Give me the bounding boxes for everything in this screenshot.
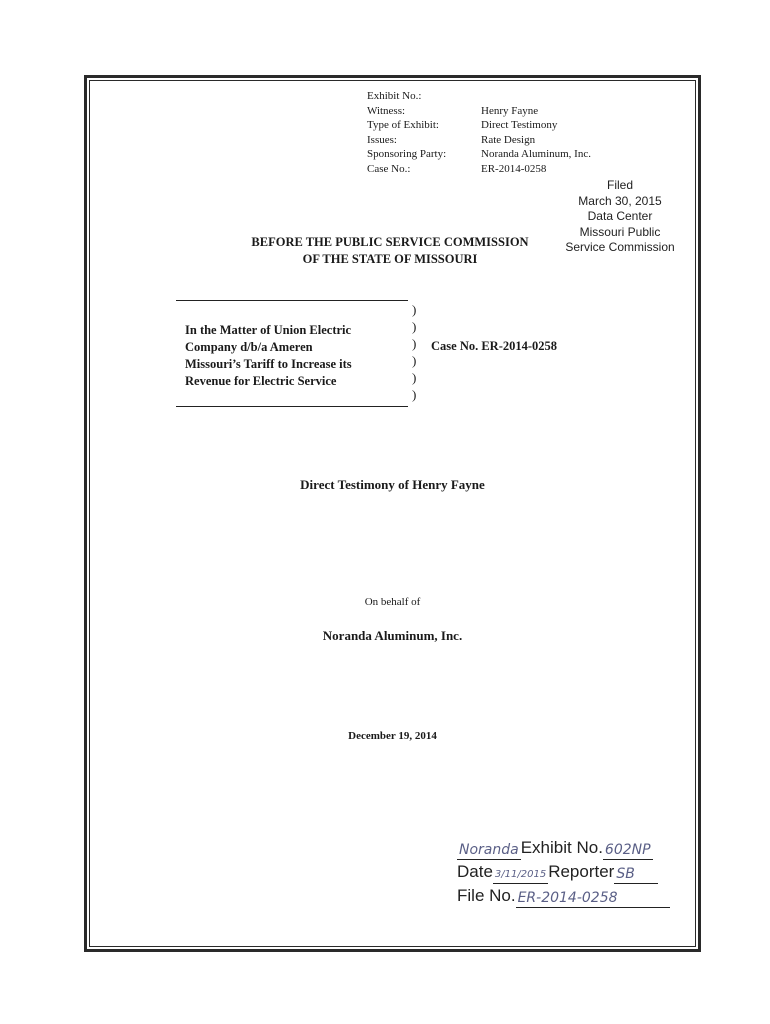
caption-parentheses — [412, 301, 416, 403]
company-name: Noranda Aluminum, Inc. — [322, 628, 463, 643]
metadata-value: Rate Design — [481, 133, 536, 146]
court-heading-line1: BEFORE THE PUBLIC SERVICE COMMISSION — [251, 235, 529, 249]
metadata-row — [367, 133, 591, 148]
paren: ) — [412, 353, 417, 368]
date-reporter-line — [457, 860, 683, 884]
metadata-value: Noranda Aluminum, Inc. — [481, 148, 591, 161]
court-heading-line2: OF THE STATE OF MISSOURI — [302, 252, 478, 266]
reporter-label: Reporter — [548, 862, 615, 881]
metadata-label: Witness: — [367, 104, 406, 117]
court-heading — [220, 234, 560, 268]
filed-stamp-line: Filed — [606, 178, 633, 192]
paren: ) — [412, 336, 417, 351]
metadata-row — [367, 162, 591, 177]
caption-matter — [185, 322, 415, 390]
filed-stamp — [555, 178, 685, 256]
caption-line: Revenue for Electric Service — [185, 374, 337, 388]
exhibit-label: Exhibit No. — [520, 838, 603, 857]
handwritten-exhibit-number: 602NP — [604, 842, 651, 858]
metadata-label: Exhibit No.: — [367, 90, 422, 102]
metadata-row — [367, 118, 591, 133]
metadata-label: Type of Exhibit: — [367, 119, 439, 132]
filed-stamp-line: March 30, 2015 — [578, 193, 662, 208]
handwritten-file-number: ER-2014-0258 — [516, 890, 670, 908]
caption-top-rule — [176, 300, 408, 301]
caption-line: Missouri’s Tariff to Increase its — [185, 357, 352, 371]
metadata-row — [367, 147, 591, 162]
paren: ) — [412, 370, 417, 385]
paren: ) — [412, 319, 417, 334]
filed-stamp-line: Service Commission — [565, 240, 675, 255]
file-line — [457, 884, 683, 908]
handwritten-date: 3/11/2015 — [493, 866, 548, 884]
handwritten-party: Noranda — [459, 842, 519, 858]
metadata-value: Henry Fayne — [481, 104, 539, 117]
metadata-value: ER-2014-0258 — [481, 162, 547, 175]
caption-line: In the Matter of Union Electric — [185, 323, 352, 337]
document-title: Direct Testimony of Henry Fayne — [300, 477, 485, 492]
filed-stamp-line: Data Center — [587, 209, 653, 224]
file-label: File No. — [457, 886, 516, 905]
paren: ) — [412, 387, 417, 402]
exhibit-line — [457, 836, 683, 860]
handwritten-reporter: SB — [614, 866, 658, 884]
metadata-label: Case No.: — [367, 162, 411, 175]
paren: ) — [412, 302, 417, 317]
document-date: December 19, 2014 — [348, 730, 437, 742]
metadata-label: Issues: — [367, 133, 397, 146]
exhibit-stamp — [457, 836, 683, 908]
on-behalf-of: On behalf of — [364, 596, 421, 608]
metadata-label: Sponsoring Party: — [367, 148, 447, 161]
date-label: Date — [457, 862, 493, 881]
caption-case-number: Case No. ER-2014-0258 — [431, 339, 558, 353]
filed-stamp-line: Missouri Public — [579, 224, 661, 239]
caption-line: Company d/b/a Ameren — [185, 340, 313, 354]
exhibit-metadata — [367, 89, 591, 177]
metadata-row — [367, 89, 591, 104]
metadata-row — [367, 104, 591, 119]
caption-bottom-rule — [176, 406, 408, 407]
metadata-value: Direct Testimony — [481, 119, 558, 132]
